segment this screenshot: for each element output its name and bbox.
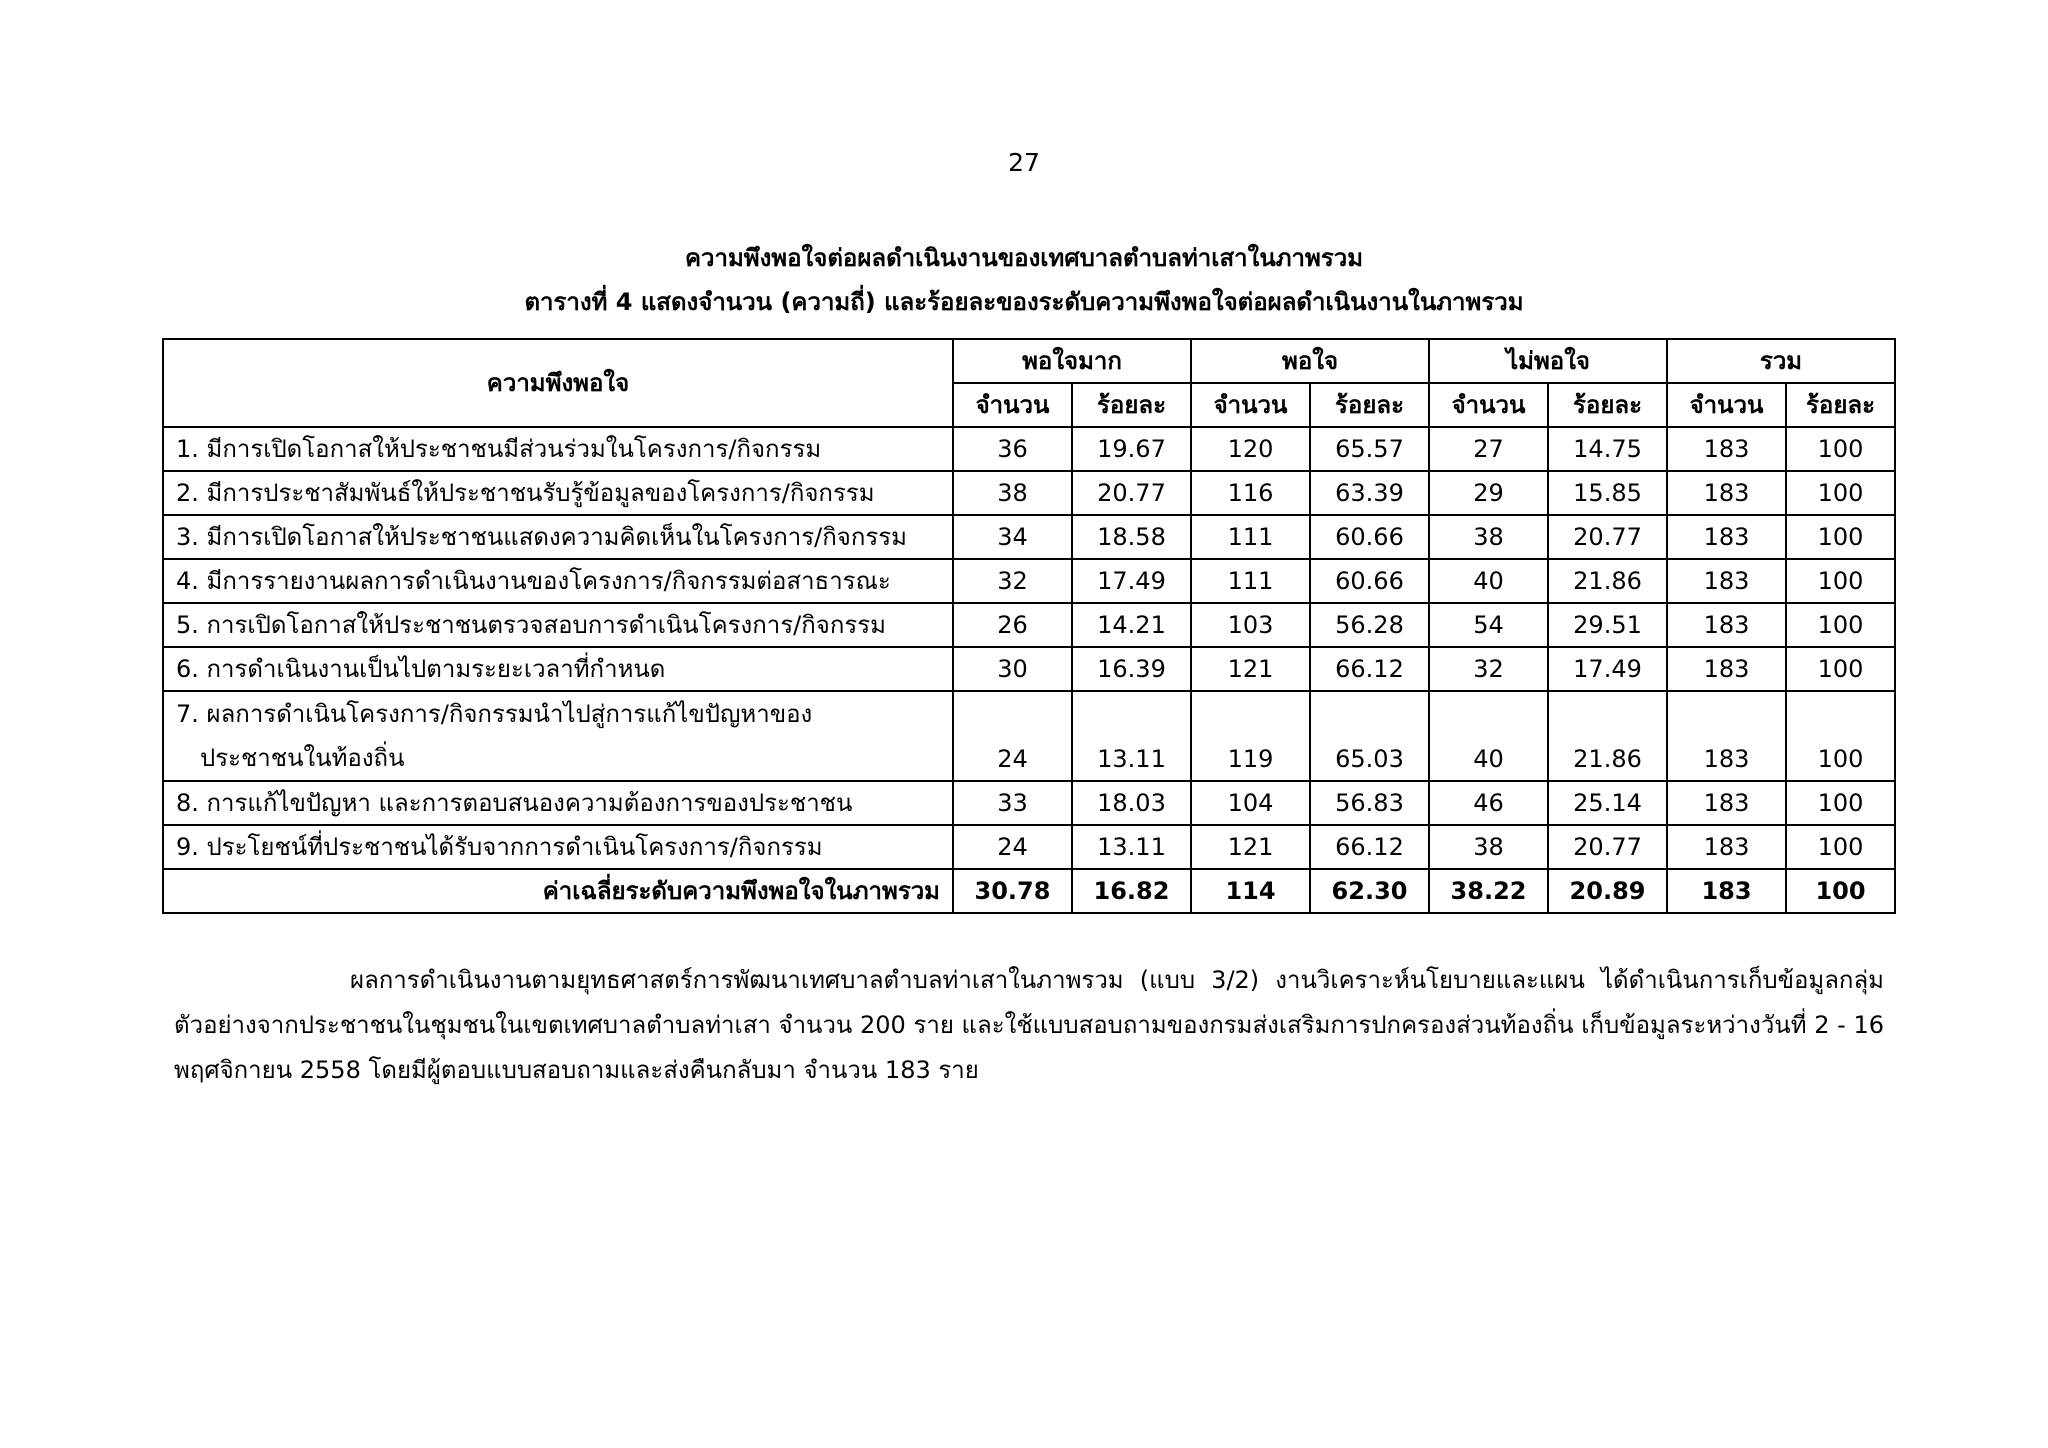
cell-value: 66.12 bbox=[1310, 647, 1429, 691]
table-row bbox=[163, 471, 1895, 515]
subheader-count: จำนวน bbox=[1191, 383, 1310, 427]
cell-value: 30 bbox=[953, 647, 1072, 691]
cell-value: 183 bbox=[1667, 471, 1786, 515]
table-row bbox=[163, 559, 1895, 603]
subheader-percent: ร้อยละ bbox=[1072, 383, 1191, 427]
cell-value: 18.03 bbox=[1072, 781, 1191, 825]
cell-value: 25.14 bbox=[1548, 781, 1667, 825]
row-label bbox=[163, 691, 953, 781]
cell-value: 18.58 bbox=[1072, 515, 1191, 559]
cell-value: 100 bbox=[1786, 691, 1895, 781]
cell-value: 34 bbox=[953, 515, 1072, 559]
cell-value: 38 bbox=[1429, 515, 1548, 559]
cell-value: 17.49 bbox=[1072, 559, 1191, 603]
cell-value: 116 bbox=[1191, 471, 1310, 515]
cell-value: 121 bbox=[1191, 647, 1310, 691]
cell-value: 183 bbox=[1667, 647, 1786, 691]
cell-value: 32 bbox=[1429, 647, 1548, 691]
table-row bbox=[163, 691, 1895, 781]
cell-value: 120 bbox=[1191, 427, 1310, 471]
cell-value: 100 bbox=[1786, 559, 1895, 603]
table-row bbox=[163, 603, 1895, 647]
average-value: 20.89 bbox=[1548, 869, 1667, 913]
cell-value: 38 bbox=[1429, 825, 1548, 869]
page-number: 27 bbox=[1008, 148, 1040, 177]
cell-value: 183 bbox=[1667, 691, 1786, 781]
row-label: 9. ประโยชน์ที่ประชาชนได้รับจากการดำเนินโครงการ/กิจกรรม bbox=[163, 825, 953, 869]
cell-value: 24 bbox=[953, 691, 1072, 781]
table-row bbox=[163, 427, 1895, 471]
header-group-satisfied: พอใจ bbox=[1191, 339, 1429, 383]
cell-value: 100 bbox=[1786, 515, 1895, 559]
section-title: ความพึงพอใจต่อผลดำเนินงานของเทศบาลตำบลท่าเสาในภาพรวม bbox=[684, 244, 1364, 272]
cell-value: 100 bbox=[1786, 825, 1895, 869]
summary-text: ผลการดำเนินงานตามยุทธศาสตร์การพัฒนาเทศบาลตำบลท่าเสาในภาพรวม (แบบ 3/2) งานวิเคราะห์นโยบายและแผน ได้ดำเนินการเก็บข้อมูลกลุ่มตัวอย่างจากประชาชนในชุมชนในเขตเทศบาลตำบลท่าเสา จำนวน 200 ราย และใช้แบบสอบถามของกรมส่งเสริมการปกครองส่วนท้องถิ่น เก็บข้อมูลระหว่างวันที่ 2 - 16 พฤศจิกายน 2558 โดยมีผู้ตอบแบบสอบถามและส่งคืนกลับมา จำนวน 183 ราย bbox=[174, 966, 1884, 1084]
cell-value: 60.66 bbox=[1310, 515, 1429, 559]
cell-value: 56.28 bbox=[1310, 603, 1429, 647]
cell-value: 13.11 bbox=[1072, 825, 1191, 869]
cell-value: 19.67 bbox=[1072, 427, 1191, 471]
average-row bbox=[163, 869, 1895, 913]
subheader-count: จำนวน bbox=[953, 383, 1072, 427]
cell-value: 183 bbox=[1667, 603, 1786, 647]
cell-value: 111 bbox=[1191, 559, 1310, 603]
header-group-not-satisfied: ไม่พอใจ bbox=[1429, 339, 1667, 383]
subheader-percent: ร้อยละ bbox=[1786, 383, 1895, 427]
average-value: 183 bbox=[1667, 869, 1786, 913]
cell-value: 183 bbox=[1667, 825, 1786, 869]
cell-value: 17.49 bbox=[1548, 647, 1667, 691]
cell-value: 14.21 bbox=[1072, 603, 1191, 647]
cell-value: 13.11 bbox=[1072, 691, 1191, 781]
cell-value: 14.75 bbox=[1548, 427, 1667, 471]
subheader-percent: ร้อยละ bbox=[1310, 383, 1429, 427]
cell-value: 100 bbox=[1786, 603, 1895, 647]
cell-value: 21.86 bbox=[1548, 691, 1667, 781]
table-row bbox=[163, 781, 1895, 825]
subheader-percent: ร้อยละ bbox=[1548, 383, 1667, 427]
cell-value: 33 bbox=[953, 781, 1072, 825]
cell-value: 100 bbox=[1786, 427, 1895, 471]
cell-value: 65.57 bbox=[1310, 427, 1429, 471]
cell-value: 26 bbox=[953, 603, 1072, 647]
cell-value: 121 bbox=[1191, 825, 1310, 869]
cell-value: 183 bbox=[1667, 515, 1786, 559]
cell-value: 40 bbox=[1429, 691, 1548, 781]
cell-value: 60.66 bbox=[1310, 559, 1429, 603]
average-value: 16.82 bbox=[1072, 869, 1191, 913]
cell-value: 20.77 bbox=[1548, 515, 1667, 559]
subheader-count: จำนวน bbox=[1429, 383, 1548, 427]
header-satisfaction: ความพึงพอใจ bbox=[163, 339, 953, 427]
cell-value: 183 bbox=[1667, 559, 1786, 603]
cell-value: 56.83 bbox=[1310, 781, 1429, 825]
cell-value: 111 bbox=[1191, 515, 1310, 559]
row-label: 1. มีการเปิดโอกาสให้ประชาชนมีส่วนร่วมในโครงการ/กิจกรรม bbox=[163, 427, 953, 471]
cell-value: 63.39 bbox=[1310, 471, 1429, 515]
cell-value: 21.86 bbox=[1548, 559, 1667, 603]
cell-value: 100 bbox=[1786, 781, 1895, 825]
average-value: 30.78 bbox=[953, 869, 1072, 913]
cell-value: 65.03 bbox=[1310, 691, 1429, 781]
cell-value: 46 bbox=[1429, 781, 1548, 825]
cell-value: 16.39 bbox=[1072, 647, 1191, 691]
cell-value: 100 bbox=[1786, 471, 1895, 515]
average-label: ค่าเฉลี่ยระดับความพึงพอใจในภาพรวม bbox=[163, 869, 953, 913]
subheader-count: จำนวน bbox=[1667, 383, 1786, 427]
cell-value: 40 bbox=[1429, 559, 1548, 603]
cell-value: 100 bbox=[1786, 647, 1895, 691]
row-label: 8. การแก้ไขปัญหา และการตอบสนองความต้องการของประชาชน bbox=[163, 781, 953, 825]
row-label: 3. มีการเปิดโอกาสให้ประชาชนแสดงความคิดเห็นในโครงการ/กิจกรรม bbox=[163, 515, 953, 559]
cell-value: 15.85 bbox=[1548, 471, 1667, 515]
table-caption: ตารางที่ 4 แสดงจำนวน (ความถี่) และร้อยละของระดับความพึงพอใจต่อผลดำเนินงานในภาพรวม bbox=[524, 288, 1524, 316]
row-label-line2: ประชาชนในท้องถิ่น bbox=[200, 744, 405, 772]
cell-value: 103 bbox=[1191, 603, 1310, 647]
table-row bbox=[163, 825, 1895, 869]
table-row bbox=[163, 515, 1895, 559]
cell-value: 104 bbox=[1191, 781, 1310, 825]
summary-paragraph bbox=[174, 958, 1884, 1093]
row-label: 4. มีการรายงานผลการดำเนินงานของโครงการ/กิจกรรมต่อสาธารณะ bbox=[163, 559, 953, 603]
row-label-line1: 7. ผลการดำเนินโครงการ/กิจกรรมนำไปสู่การแก้ไขปัญหาของ bbox=[176, 700, 813, 728]
cell-value: 54 bbox=[1429, 603, 1548, 647]
table-row bbox=[163, 647, 1895, 691]
row-label: 2. มีการประชาสัมพันธ์ให้ประชาชนรับรู้ข้อมูลของโครงการ/กิจกรรม bbox=[163, 471, 953, 515]
cell-value: 183 bbox=[1667, 781, 1786, 825]
cell-value: 38 bbox=[953, 471, 1072, 515]
cell-value: 32 bbox=[953, 559, 1072, 603]
cell-value: 66.12 bbox=[1310, 825, 1429, 869]
cell-value: 29.51 bbox=[1548, 603, 1667, 647]
average-value: 62.30 bbox=[1310, 869, 1429, 913]
cell-value: 20.77 bbox=[1548, 825, 1667, 869]
cell-value: 119 bbox=[1191, 691, 1310, 781]
row-label: 5. การเปิดโอกาสให้ประชาชนตรวจสอบการดำเนินโครงการ/กิจกรรม bbox=[163, 603, 953, 647]
average-value: 114 bbox=[1191, 869, 1310, 913]
cell-value: 29 bbox=[1429, 471, 1548, 515]
average-value: 100 bbox=[1786, 869, 1895, 913]
header-group-very-satisfied: พอใจมาก bbox=[953, 339, 1191, 383]
cell-value: 36 bbox=[953, 427, 1072, 471]
average-value: 38.22 bbox=[1429, 869, 1548, 913]
cell-value: 27 bbox=[1429, 427, 1548, 471]
cell-value: 24 bbox=[953, 825, 1072, 869]
cell-value: 183 bbox=[1667, 427, 1786, 471]
header-group-total: รวม bbox=[1667, 339, 1895, 383]
satisfaction-table bbox=[162, 338, 1896, 914]
cell-value: 20.77 bbox=[1072, 471, 1191, 515]
table-header-row bbox=[163, 339, 1895, 383]
row-label: 6. การดำเนินงานเป็นไปตามระยะเวลาที่กำหนด bbox=[163, 647, 953, 691]
